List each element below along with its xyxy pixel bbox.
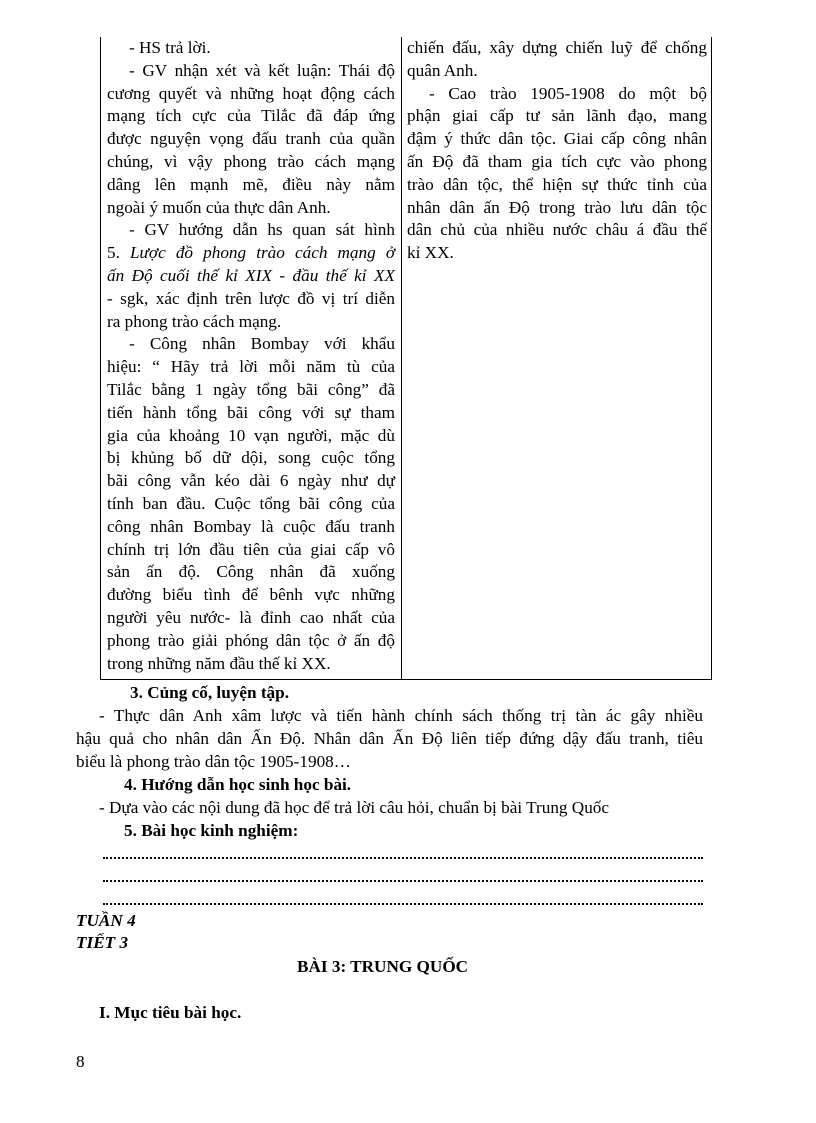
table-line: dâng lên mạnh mẽ, điều này nằm — [107, 174, 395, 194]
table-line: tiến hành tổng bãi công với sự tham — [107, 402, 395, 422]
table-line: tính ban đầu. Cuộc tổng bãi công của — [107, 493, 395, 513]
table-line: nhân dân ấn Độ trong trào lưu dân tộc — [407, 197, 707, 217]
column-divider — [401, 37, 402, 679]
dotted-line — [103, 901, 703, 905]
table-line: chính trị lớn đầu tiên của giai cấp vô — [107, 539, 395, 559]
lesson-title: BÀI 3: TRUNG QUỐC — [297, 957, 469, 976]
table-line: trào dân tộc, thể hiện sự thức tỉnh của — [407, 174, 707, 194]
figure-caption: Lược đồ phong trào cách mạng ở — [130, 243, 395, 263]
table-line: mạng tích cực của Tilắc đã đáp ứng — [107, 106, 395, 126]
table-line: chiến đấu, xây dựng chiến luỹ để chống — [407, 38, 707, 57]
paragraph-line: biểu là phong trào dân tộc 1905-1908… — [76, 752, 351, 771]
table-line: ngoài ý muốn của thực dân Anh. — [107, 197, 331, 217]
table-line: - Cao trào 1905-1908 do một bộ — [429, 83, 707, 103]
table-line: được nguyện vọng đấu tranh của quần — [107, 129, 395, 149]
table-line: gia của khoảng 10 vạn người, mặc dù — [107, 425, 395, 445]
lesson-table — [100, 37, 712, 680]
table-line: phận giai cấp tư sản lãnh đạo, mang — [407, 106, 707, 126]
week-label: TUẦN 4 — [76, 911, 136, 930]
table-line: - GV hướng dẫn hs quan sát hình — [129, 220, 395, 240]
table-line: công nhân Bombay là cuộc đấu tranh — [107, 516, 395, 536]
table-line: kỉ XX. — [407, 243, 454, 263]
table-line: - HS trả lời. — [129, 38, 211, 57]
table-line: ra phong trào cách mạng. — [107, 311, 282, 331]
table-line: - GV nhận xét và kết luận: Thái độ — [129, 60, 395, 80]
table-line: - Công nhân Bombay với khẩu — [129, 334, 395, 354]
figure-number: 5. — [107, 243, 120, 263]
table-line: cương quyết và những hoạt động cách — [107, 83, 395, 103]
table-line: ấn Độ đã tham gia tích cực vào phong — [407, 151, 707, 171]
objectives-heading: I. Mục tiêu bài học. — [99, 1003, 242, 1022]
table-line: - sgk, xác định trên lược đồ vị trí diễn — [107, 288, 395, 308]
lesson-label: TIẾT 3 — [76, 933, 129, 952]
table-line: đường biểu tình để bênh vực những — [107, 585, 395, 605]
table-line: người yêu nước- là đỉnh cao nhất của — [107, 607, 395, 627]
table-line: trong những năm đầu thế kỉ XX. — [107, 653, 331, 673]
paragraph-line: hậu quả cho nhân dân Ấn Độ. Nhân dân Ấn Độ liên tiếp đứng dậy đấu tranh, tiêu — [76, 729, 703, 748]
table-line — [107, 242, 395, 265]
section-3-heading: 3. Củng cố, luyện tập. — [130, 683, 290, 702]
dotted-line — [103, 855, 703, 859]
table-line: chúng, vì vậy phong trào cách mạng — [107, 151, 395, 171]
paragraph-line: - Dựa vào các nội dung đã học để trả lời câu hỏi, chuẩn bị bài Trung Quốc — [99, 798, 610, 817]
table-line: bị khủng bố dữ dội, song cuộc tổng — [107, 448, 395, 468]
page-number: 8 — [76, 1052, 85, 1071]
table-line: hiệu: “ Hãy trả lời mỗi năm tù của — [107, 357, 395, 377]
table-line: quân Anh. — [407, 60, 478, 80]
table-line: phong trào giải phóng dân tộc ở ấn độ — [107, 630, 395, 650]
figure-caption: ấn Độ cuối thế kỉ XIX - đầu thế kỉ XX — [107, 265, 395, 285]
table-line: dân chủ của nhiều nước châu á đầu thế — [407, 220, 707, 240]
teacher-activity-column — [107, 37, 395, 675]
table-line: sản ấn độ. Công nhân đã xuống — [107, 562, 395, 582]
section-5-heading: 5. Bài học kinh nghiệm: — [124, 821, 299, 840]
paragraph-line: - Thực dân Anh xâm lược và tiến hành chính sách thống trị tàn ác gây nhiều — [99, 706, 703, 725]
table-line: bãi công vẫn kéo dài 6 ngày như dự — [107, 471, 395, 491]
table-line: đậm ý thức dân tộc. Giai cấp công nhân — [407, 129, 707, 149]
dotted-line — [103, 878, 703, 882]
section-4-heading: 4. Hướng dẫn học sinh học bài. — [124, 775, 352, 794]
content-column — [407, 37, 707, 265]
table-line: Tilắc bằng 1 ngày tổng bãi công” đã — [107, 379, 395, 399]
